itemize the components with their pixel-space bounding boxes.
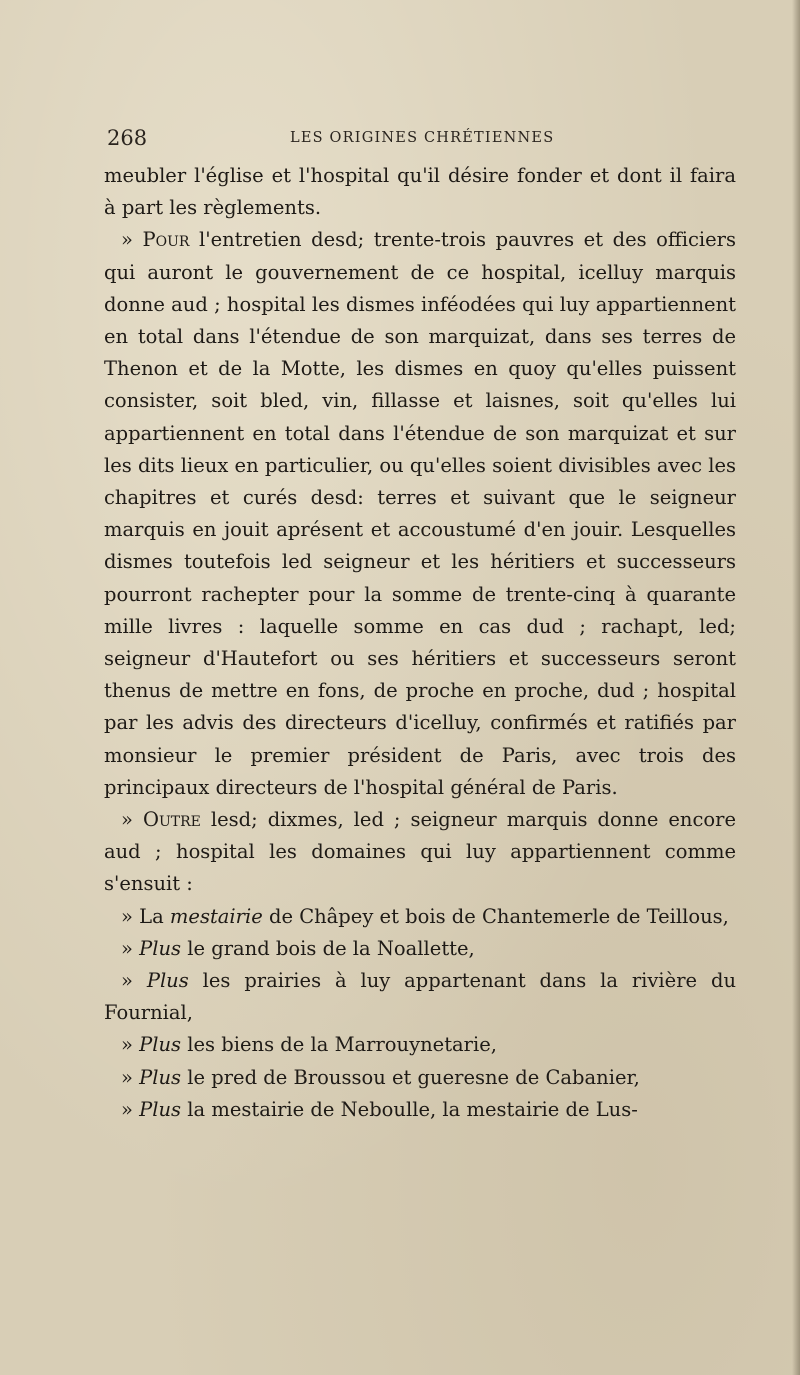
quote-mark: » xyxy=(121,969,133,993)
lead-word: Plus xyxy=(146,969,189,993)
quote-mark: » La xyxy=(121,904,164,928)
lead-word: Pour xyxy=(142,228,190,252)
quote-mark: » xyxy=(121,228,133,252)
quote-mark: » xyxy=(121,936,133,960)
item-marrouynetarie xyxy=(104,1029,736,1061)
item-fournial xyxy=(104,965,736,1029)
page-header xyxy=(107,126,737,156)
paragraph-outre xyxy=(104,804,736,901)
text-body xyxy=(104,160,736,1126)
paragraph-text: les prairies à luy appartenant dans la rivière du Fournial, xyxy=(104,969,736,1025)
paragraph-text: l'entretien desd; trente-trois pauvres et des officiers qui auront le gouvernement de ce hospital, icelluy marquis donne aud ; hospital les dismes inféodées qui luy appartiennent en total dans l'étendue de son marquizat, dans ses terres de Thenon et de la Motte, les dismes en quoy qu'elles puissent consister, soit bled, vin, fillasse et laisnes, soit qu'elles lui appartiennent en total dans l'étendue de son marquizat et sur les dits lieux en particulier, ou qu'elles soient divisibles avec les chapitres et curés desd: terres et suivant que le seigneur marquis en jouit aprésent et accoustumé d'en jouir. Lesquelles dismes toutefois led seigneur et les héritiers et successeurs pourront rachepter pour la somme de trente-cinq à quarante mille livres : laquelle somme en cas dud ; rachapt, led; seigneur d'Hautefort ou ses héritiers et successeurs seront thenus de mettre en fons, de proche en proche, dud ; hospital par les advis des directeurs d'icelluy, confirmés et ratifiés par monsieur le premier président de Paris, avec trois des principaux directeurs de l'hospital général de Paris. xyxy=(104,228,737,799)
paragraph-1 xyxy=(104,160,736,224)
item-noallette xyxy=(104,933,736,965)
lead-word: Plus xyxy=(139,1065,182,1089)
quote-mark: » xyxy=(121,1097,133,1121)
quote-mark: » xyxy=(121,1065,133,1089)
paragraph-text: meubler l'église et l'hospital qu'il désire fonder et dont il faira à part les règlements. xyxy=(104,164,736,220)
lead-word: Plus xyxy=(139,1033,182,1057)
quote-mark: » xyxy=(121,808,133,832)
lead-word: Outre xyxy=(142,808,201,832)
paragraph-text: lesd; dixmes, led ; seigneur marquis donne encore aud ; hospital les domaines qui luy appartiennent comme s'ensuit : xyxy=(104,808,737,896)
lead-word: Plus xyxy=(139,936,182,960)
quote-mark: » xyxy=(121,1033,133,1057)
paragraph-text: les biens de la Marrouynetarie, xyxy=(187,1033,497,1057)
paragraph-text: le grand bois de la Noallette, xyxy=(187,936,475,960)
running-title: LES ORIGINES CHRÉTIENNES xyxy=(290,130,555,146)
paragraph-text: le pred de Broussou et gueresne de Cabanier, xyxy=(187,1065,640,1089)
item-mestairie-chapey xyxy=(104,901,736,933)
lead-word: Plus xyxy=(139,1097,182,1121)
page-number: 268 xyxy=(107,126,148,150)
paragraph-text: de Châpey et bois de Chantemerle de Teillous, xyxy=(268,904,729,928)
paragraph-pour xyxy=(104,224,736,804)
item-broussou xyxy=(104,1062,736,1094)
page-edge-shadow xyxy=(792,0,800,1375)
lead-word: mestairie xyxy=(169,904,263,928)
item-neboulle xyxy=(104,1094,736,1126)
paragraph-text: la mestairie de Neboulle, la mestairie de Lus- xyxy=(187,1097,638,1121)
